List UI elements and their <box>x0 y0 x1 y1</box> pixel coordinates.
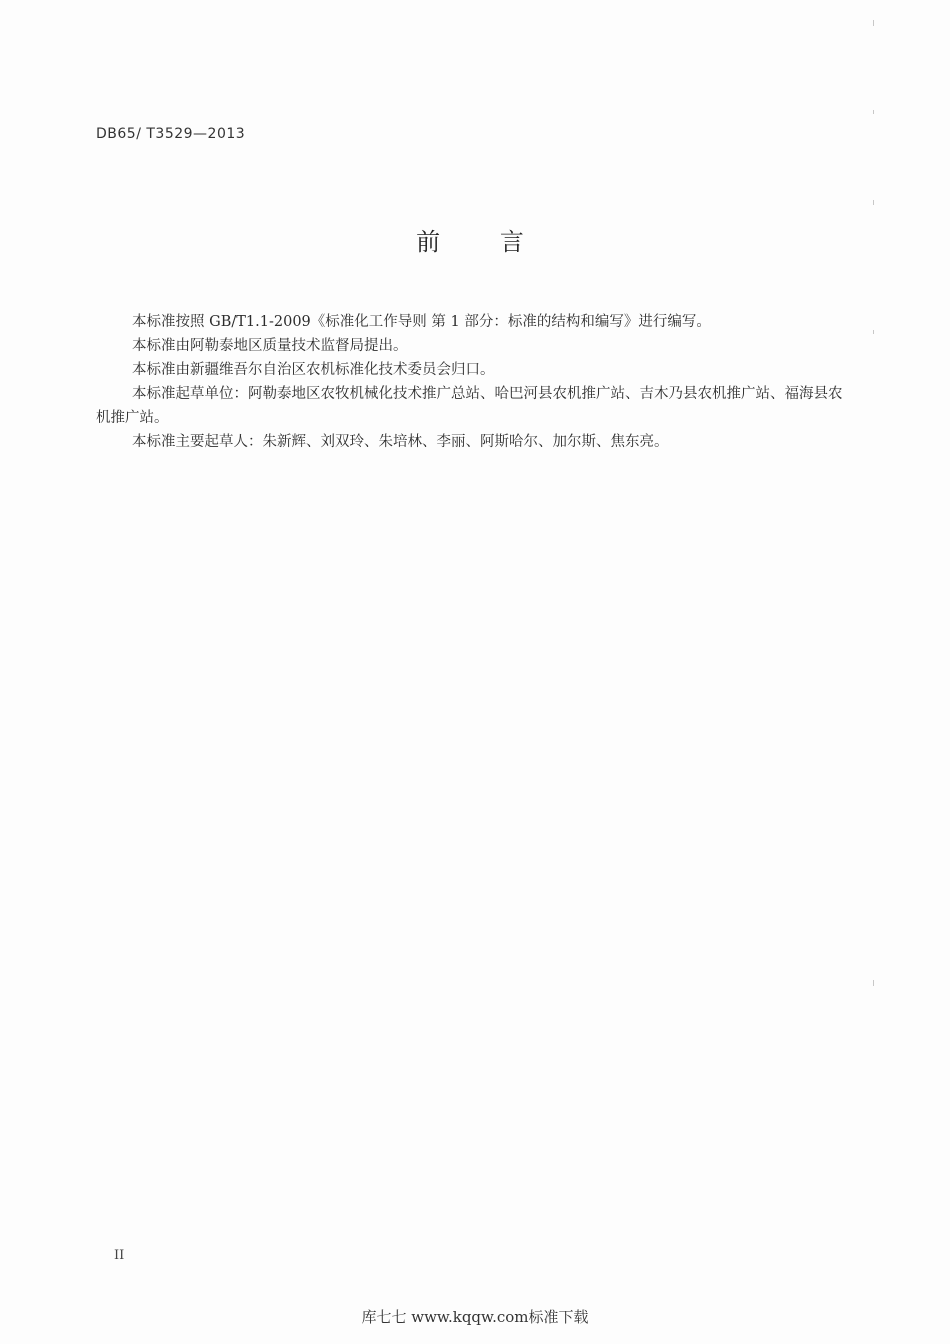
foreword-body <box>96 310 856 454</box>
title-char-1: 前 <box>416 228 441 256</box>
scan-speck <box>873 20 874 26</box>
page-number: II <box>114 1248 125 1263</box>
footer-watermark-text: 库七七 www.kqqw.com标准下载 <box>361 1308 589 1326</box>
paragraph-proposer: 本标准由阿勒泰地区质量技术监督局提出。 <box>132 338 408 354</box>
paragraph-structure: 本标准按照 GB/T1.1-2009《标准化工作导则 第 1 部分：标准的结构和编写》进行编写。 <box>132 314 711 330</box>
scan-speck <box>873 200 874 205</box>
scan-speck <box>873 110 874 114</box>
title-char-2: 言 <box>499 228 524 256</box>
paragraph-committee: 本标准由新疆维吾尔自治区农机标准化技术委员会归口。 <box>132 362 495 378</box>
scan-speck <box>873 980 874 986</box>
paragraph-drafting-units: 本标准起草单位：阿勒泰地区农牧机械化技术推广总站、哈巴河县农机推广站、吉木乃县农机推广站、福海县农机推广站。 <box>96 386 843 426</box>
section-title <box>0 222 940 257</box>
scan-speck <box>873 330 874 334</box>
document-code: DB65/ T3529—2013 <box>96 126 246 142</box>
paragraph-drafters: 本标准主要起草人：朱新辉、刘双玲、朱培林、李丽、阿斯哈尔、加尔斯、焦东亮。 <box>132 434 669 450</box>
